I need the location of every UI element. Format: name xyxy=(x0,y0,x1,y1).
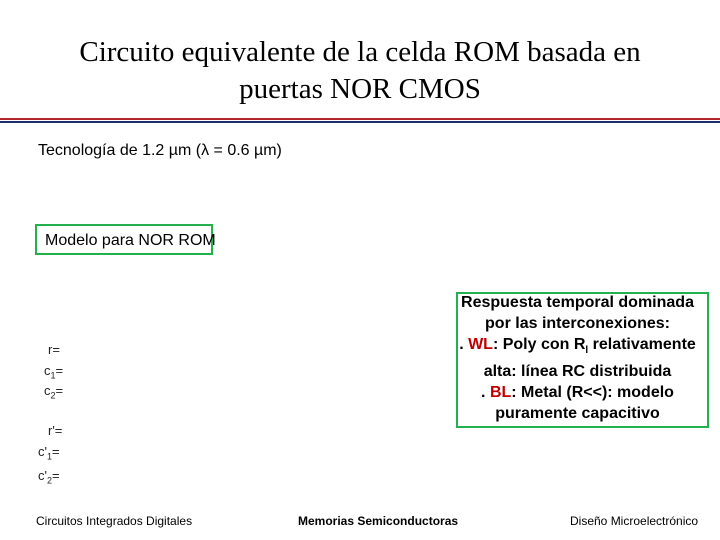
title-line-1: Circuito equivalente de la celda ROM basada en xyxy=(79,36,641,68)
bl-label: BL xyxy=(489,384,512,402)
param-c2-prime: $c'_2=$ xyxy=(38,468,60,486)
footer-right: Diseño Microelectrónico xyxy=(570,514,699,528)
param-r-prime: r'= xyxy=(48,423,63,438)
response-line-4: alta: línea RC distribuida xyxy=(483,363,672,381)
footer-left: Circuitos Integrados Digitales xyxy=(36,514,193,528)
param-c1: $c_1=$ xyxy=(44,363,64,381)
title-divider-red xyxy=(0,118,720,120)
response-description xyxy=(440,292,715,424)
param-r: r= xyxy=(48,342,60,357)
slide-title xyxy=(20,34,700,108)
response-line-3: . WL: Poly con $R_l$ relativamente xyxy=(459,336,696,357)
title-line-2: puertas NOR CMOS xyxy=(239,73,481,105)
response-line-2: por las interconexiones: xyxy=(485,315,670,332)
model-label: Modelo para NOR ROM xyxy=(45,232,216,249)
technology-label: Tecnología de 1.2 µm (λ = 0.6 µm) xyxy=(38,142,282,159)
response-line-5: . BL: Metal (R<<): modelo xyxy=(481,384,674,402)
response-line-6: puramente capacitivo xyxy=(495,405,660,423)
response-line-1: Respuesta temporal dominada xyxy=(461,294,694,311)
param-c1-prime: $c'_1=$ xyxy=(38,444,60,462)
footer-center: Memorias Semiconductoras xyxy=(298,514,459,528)
title-divider-blue xyxy=(0,121,720,123)
param-c2: $c_2=$ xyxy=(44,383,64,401)
wl-label: WL xyxy=(468,336,493,353)
